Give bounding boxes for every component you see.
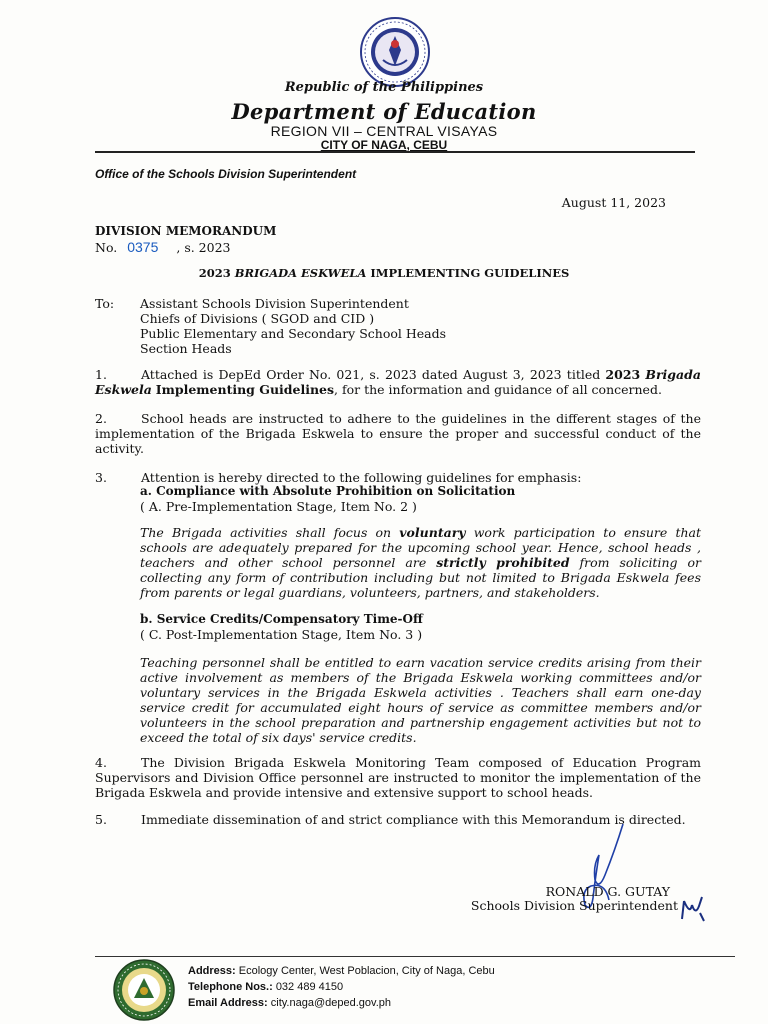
paragraph-text: , for the information and guidance of all concerned. bbox=[334, 382, 662, 397]
quote-text: from soliciting or collecting any form of contribution including but not limited to Brigada Eskwela fees from parents or legal guardians, volunteers, partners, and stakeholders. bbox=[140, 555, 701, 600]
footer-contact bbox=[188, 963, 495, 1011]
header-city: CITY OF NAGA, CEBU bbox=[320, 138, 448, 152]
paragraph-1 bbox=[95, 367, 701, 397]
quote-text: work participation to ensure that schools are adequately prepared for the upcoming school year. Hence, school heads , teachers and other school personnel are bbox=[140, 525, 702, 570]
paragraph-2 bbox=[95, 411, 701, 456]
memo-subject bbox=[0, 266, 768, 280]
footer-email-value: city.naga@deped.gov.ph bbox=[270, 997, 391, 1009]
paragraph-bold: 2023 bbox=[605, 367, 641, 382]
paragraph-number: 5. bbox=[95, 812, 107, 827]
paragraph-bold: Implementing Guidelines bbox=[155, 382, 335, 397]
recipient: Public Elementary and Secondary School Heads bbox=[140, 326, 447, 341]
paragraph-text: Attached is DepEd Order No. 021, s. 2023 dated August 3, 2023 titled bbox=[141, 367, 601, 382]
footer-telephone bbox=[188, 979, 495, 995]
recipient: Section Heads bbox=[140, 341, 232, 356]
footer-address bbox=[188, 963, 495, 979]
quote-bold: strictly prohibited bbox=[436, 555, 570, 570]
paragraph-text: School heads are instructed to adhere to the guidelines in the different stages of the implementation of the Brigada Eskwela to ensure the proper and successful conduct of the activity. bbox=[95, 411, 701, 456]
footer-telephone-value: 032 489 4150 bbox=[275, 981, 344, 993]
memo-series: , s. 2023 bbox=[176, 240, 231, 255]
memo-number-line bbox=[95, 239, 231, 255]
guideline-b-reference: ( C. Post-Implementation Stage, Item No. 3 ) bbox=[140, 627, 423, 642]
quote-bold: voluntary bbox=[399, 525, 466, 540]
footer-divider bbox=[95, 956, 735, 957]
guideline-a bbox=[140, 484, 701, 514]
paragraph-bold-italic: Brigada Eskwela bbox=[95, 367, 701, 397]
guideline-a-quote bbox=[140, 525, 701, 600]
guideline-b-heading: b. Service Credits/Compensatory Time-Off bbox=[140, 612, 423, 626]
guideline-a-reference: ( A. Pre-Implementation Stage, Item No. 2 ) bbox=[140, 499, 417, 514]
deped-seal-logo bbox=[359, 16, 431, 88]
paragraph-3 bbox=[95, 470, 701, 485]
header-region: REGION VII – CENTRAL VISAYAS bbox=[270, 123, 498, 139]
subject-italic: BRIGADA ESKWELA bbox=[234, 266, 367, 280]
paragraph-number: 1. bbox=[95, 367, 107, 382]
guideline-b-quote: Teaching personnel shall be entitled to earn vacation service credits arising from their active involvement as members of the Brigada Eskwela working committees and/or voluntary services in the Brigada Eskwela activities . Teachers shall earn one-day service credit for accumulated eight hours of service as committee members and/or volunteers in the school preparation and partnership engagement activities but not to exceed the total of six days' service credits. bbox=[140, 655, 701, 745]
guideline-a-heading: a. Compliance with Absolute Prohibition on Solicitation bbox=[140, 484, 516, 498]
paragraph-number: 2. bbox=[95, 411, 107, 426]
quote-text: The Brigada activities shall focus on bbox=[140, 525, 392, 540]
footer-telephone-label: Telephone Nos.: bbox=[188, 981, 273, 993]
header-department: Department of Education bbox=[231, 99, 537, 124]
footer-address-label: Address: bbox=[188, 965, 236, 977]
memo-number: 0375 bbox=[127, 239, 159, 255]
paragraph-text: The Division Brigada Eskwela Monitoring Team composed of Education Program Supervisors and Division Office personnel are instructed to monitor the implementation of the Brigada Eskwela and provide intensive and extensive support to school heads. bbox=[95, 755, 701, 800]
signature-mark bbox=[565, 820, 645, 930]
to-label: To: bbox=[95, 296, 115, 311]
division-seal-logo bbox=[112, 958, 176, 1022]
recipient: Chiefs of Divisions ( SGOD and CID ) bbox=[140, 311, 375, 326]
subject-rest: IMPLEMENTING GUIDELINES bbox=[370, 266, 570, 280]
initials-mark bbox=[678, 893, 708, 923]
footer-email-label: Email Address: bbox=[188, 997, 268, 1009]
header-republic: Republic of the Philippines bbox=[284, 80, 484, 95]
paragraph-number: 3. bbox=[95, 470, 107, 485]
paragraph-text: Attention is hereby directed to the following guidelines for emphasis: bbox=[141, 470, 582, 485]
memo-no-prefix: No. bbox=[95, 240, 118, 255]
footer-address-value: Ecology Center, West Poblacion, City of Naga, Cebu bbox=[238, 965, 495, 977]
recipients-list bbox=[140, 296, 446, 356]
paragraph-number: 4. bbox=[95, 755, 107, 770]
paragraph-text: Immediate dissemination of and strict compliance with this Memorandum is directed. bbox=[141, 812, 686, 827]
header-divider bbox=[95, 151, 695, 153]
guideline-b bbox=[140, 612, 701, 642]
recipient: Assistant Schools Division Superintendent bbox=[140, 296, 409, 311]
memo-date: August 11, 2023 bbox=[561, 195, 666, 210]
signatory-name: RONALD G. GUTAY bbox=[545, 884, 670, 899]
signatory-position: Schools Division Superintendent bbox=[470, 898, 678, 913]
office-name: Office of the Schools Division Superintendent bbox=[95, 167, 357, 181]
paragraph-4 bbox=[95, 755, 701, 800]
memo-title: DIVISION MEMORANDUM bbox=[95, 224, 277, 238]
subject-year: 2023 bbox=[198, 266, 231, 280]
footer-email bbox=[188, 995, 495, 1011]
